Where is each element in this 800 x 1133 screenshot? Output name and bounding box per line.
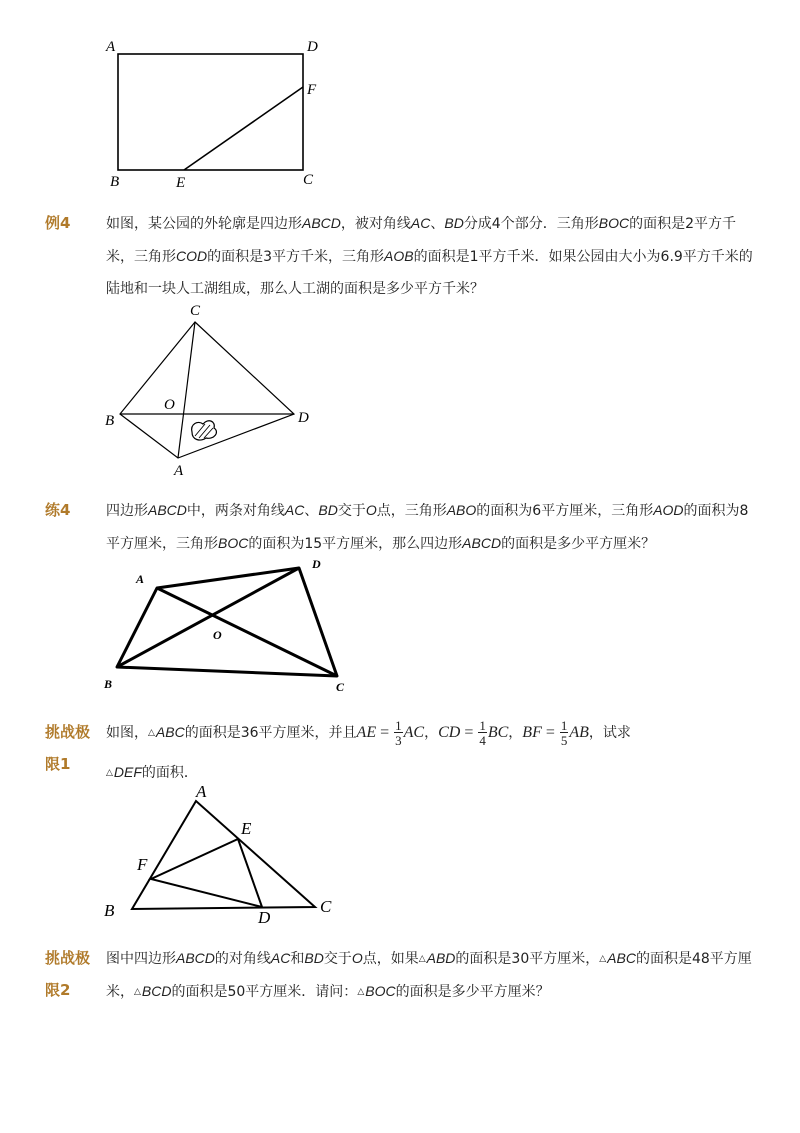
lake-shape: [192, 421, 217, 440]
practice-4-text: 四边形ABCD中，两条对角线AC、BD交于O点，三角形ABO的面积为6平方厘米，三角形AOD的面积为8平方厘米，三角形BOC的面积为15平方厘米，那么四边形ABCD的面积是多少平方厘米？: [106, 502, 749, 552]
label-e: E: [176, 175, 186, 191]
rectangle-abcd: [118, 54, 303, 170]
label-c: C: [336, 680, 345, 694]
segment-ef: [184, 87, 303, 170]
challenge-2-label: 挑战极限2: [45, 949, 91, 999]
label-d: D: [298, 410, 309, 426]
label-d: D: [258, 908, 271, 927]
label-f: F: [137, 855, 148, 874]
label-d: D: [312, 557, 321, 571]
figure-park-quadrilateral: [100, 298, 330, 483]
label-a: A: [106, 39, 116, 55]
label-c: C: [320, 897, 332, 916]
label-e: E: [241, 819, 252, 838]
example-4-label: 例4: [45, 214, 71, 232]
label-f: F: [307, 82, 317, 98]
example-4-text: 如图，某公园的外轮廓是四边形ABCD，被对角线AC、BD分成4个部分．三角形BOC的面积是2平方千米，三角形COD的面积是3平方千米，三角形AOB的面积是1平方千米．如果公园由大小为6.9平方千米的陆地和一块人工湖组成，那么人工湖的面积是多少平方千米？: [106, 215, 753, 297]
practice-4-label: 练4: [45, 501, 71, 519]
challenge-2-text: 图中四边形ABCD的对角线AC和BD交于O点，如果△ABD的面积是30平方厘米，△ABC的面积是48平方厘米，△BCD的面积是50平方厘米．请问：△BOC的面积是多少平方厘米？: [106, 950, 752, 1000]
fraction-one-third: $\frac{1}{3}$: [395, 718, 402, 748]
label-b: B: [105, 413, 115, 429]
challenge-1-text: 如图，△ABC的面积是36平方厘米，并且AE = $\frac{1}{3}$ AC，CD = $\frac{1}{4}$ BC，BF = $\frac{1}{5}$ AB，试求 △DEF的面积．: [106, 718, 631, 781]
fraction-one-quarter: $\frac{1}{4}$: [479, 718, 486, 748]
label-b: B: [104, 677, 113, 691]
figure-rectangle-abcd: [100, 32, 330, 192]
label-o: O: [213, 628, 222, 642]
triangle-abc: [132, 801, 315, 909]
label-b: B: [104, 901, 115, 920]
label-a: A: [136, 572, 145, 586]
label-o: O: [164, 397, 175, 413]
quadrilateral-abcd: [120, 322, 294, 458]
challenge-1-label: 挑战极限1: [45, 723, 91, 773]
label-b: B: [110, 174, 120, 190]
label-d: D: [307, 39, 318, 55]
label-c: C: [190, 303, 201, 319]
fraction-one-fifth: $\frac{1}{5}$: [560, 718, 568, 748]
label-a: A: [174, 463, 184, 479]
lake-hatching: [195, 424, 213, 438]
label-c: C: [303, 172, 314, 188]
label-a: A: [196, 782, 207, 801]
figure-triangle-def: [100, 778, 345, 928]
diagonal-ac: [178, 322, 195, 458]
figure-quadrilateral-diagonals: [100, 556, 360, 696]
diagonal-bd: [117, 568, 299, 667]
